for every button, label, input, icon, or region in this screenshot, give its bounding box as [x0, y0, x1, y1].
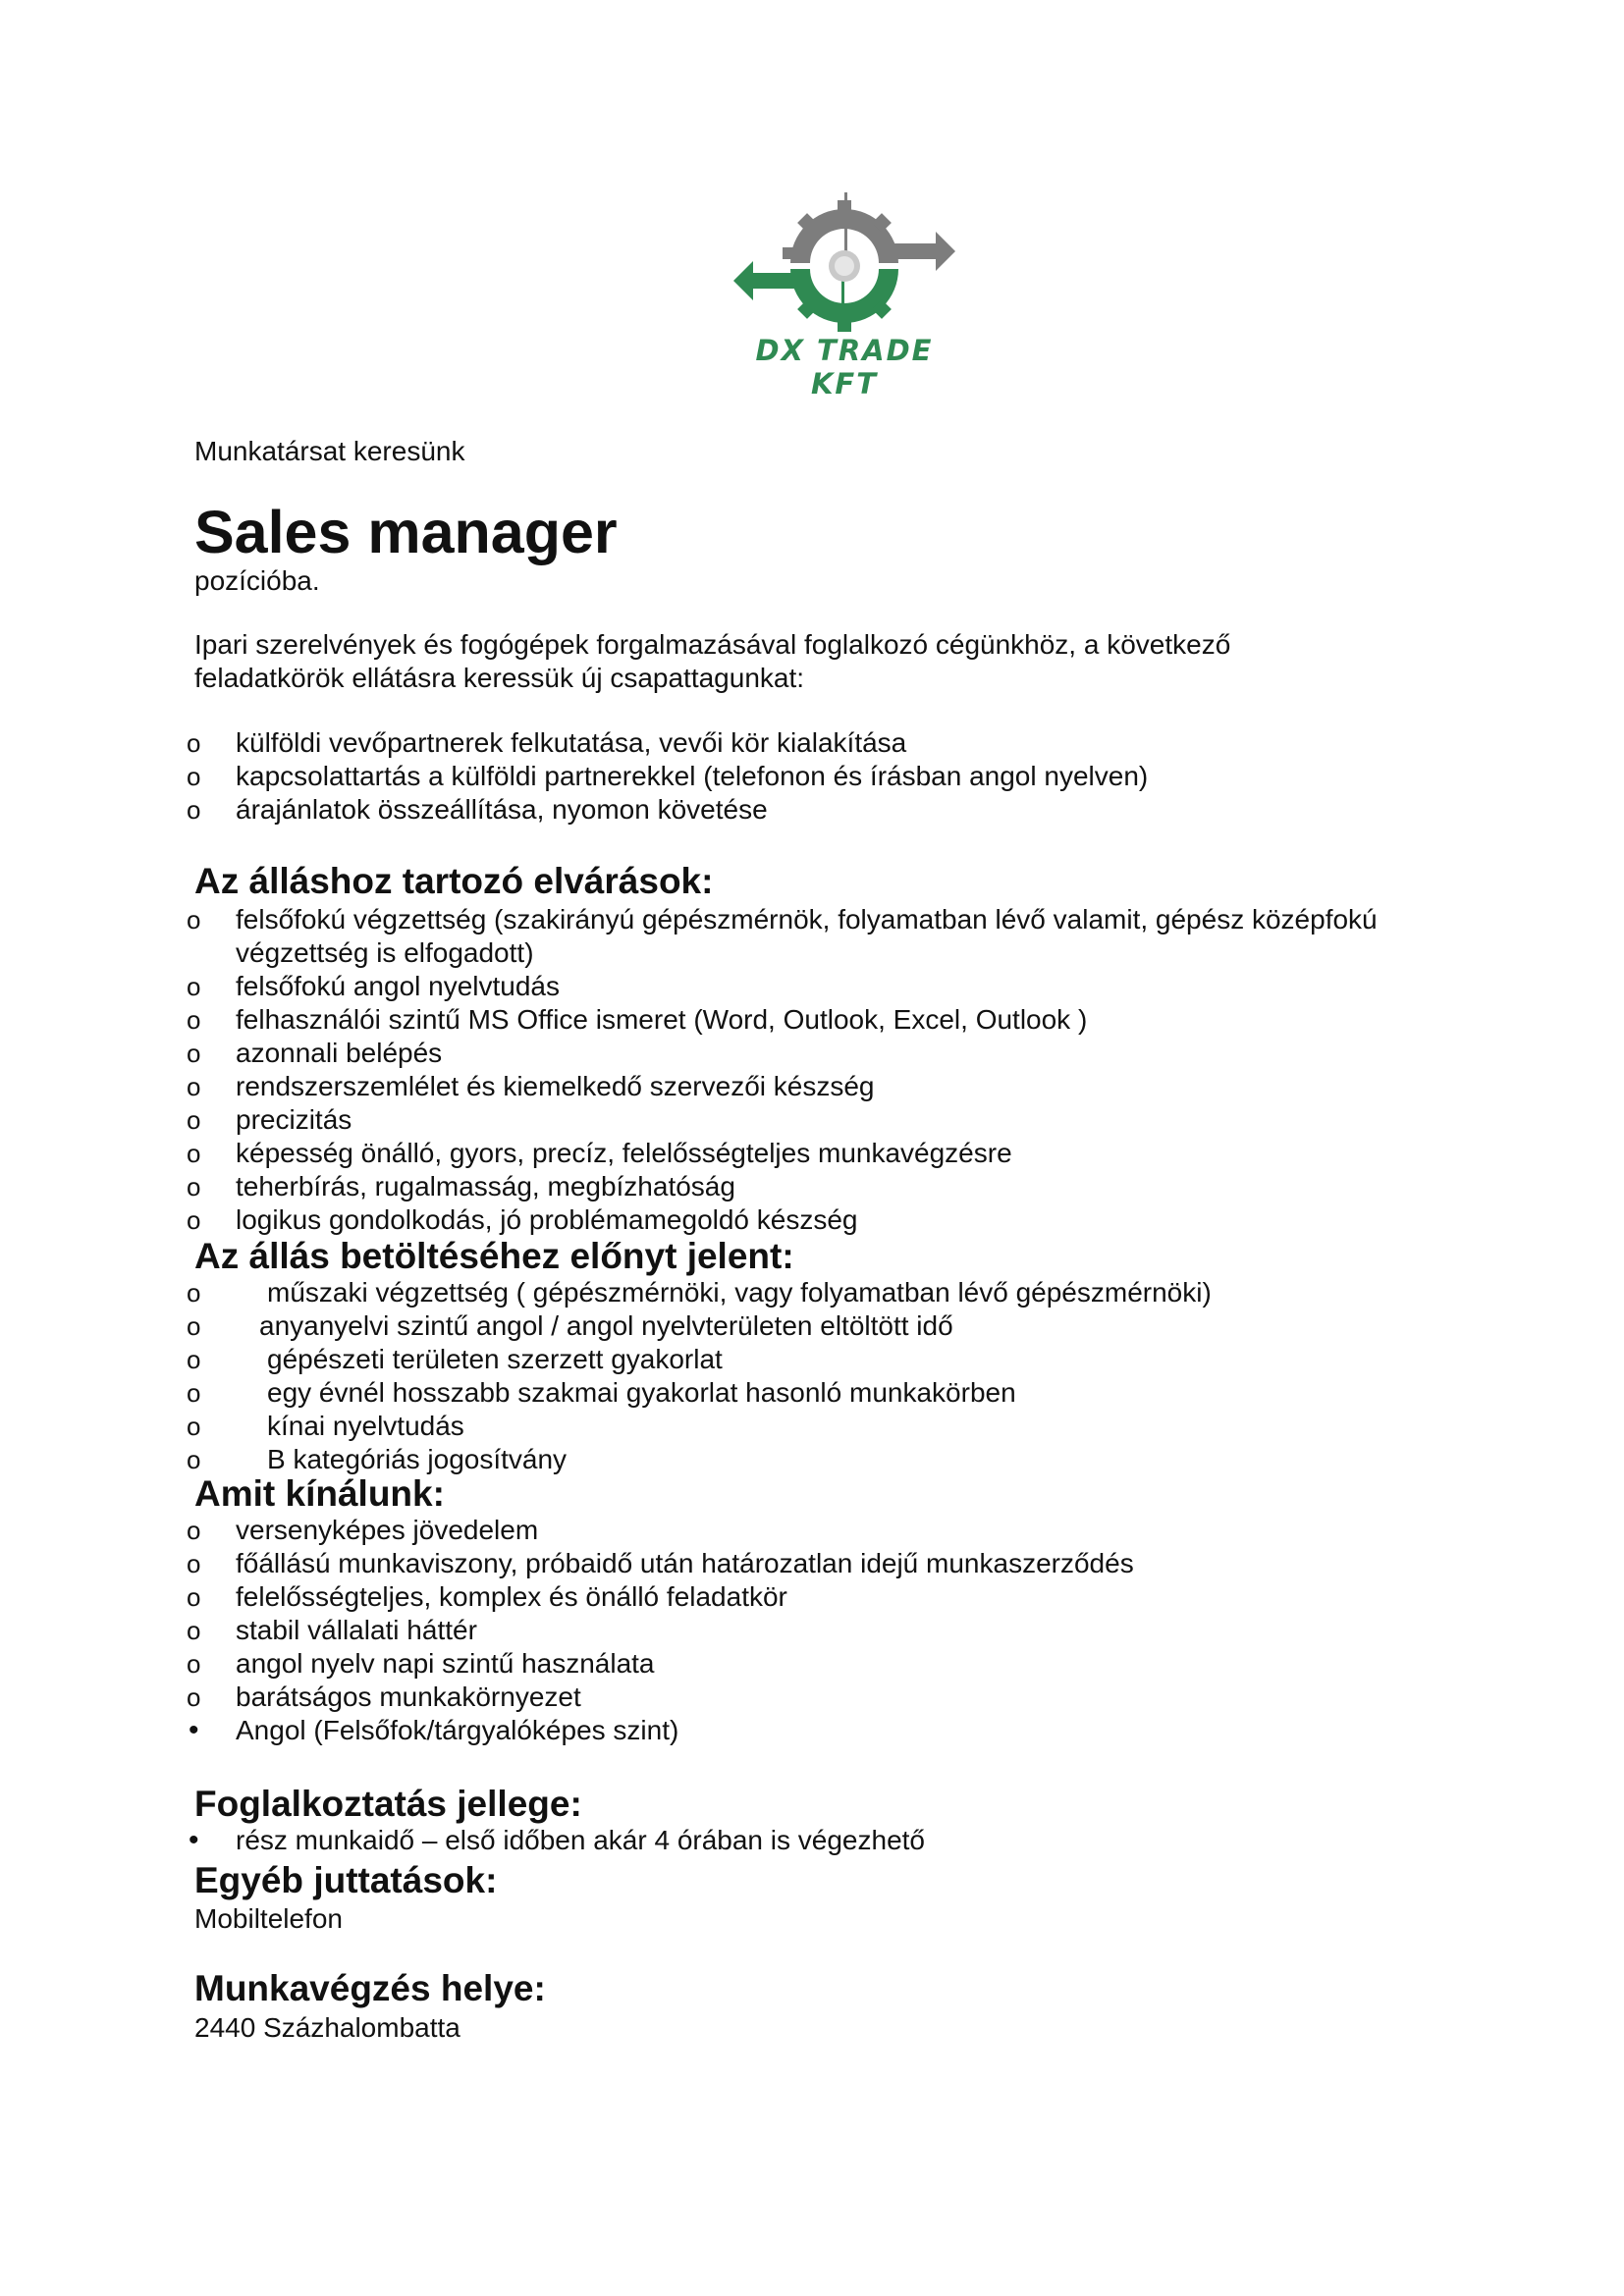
seeking-text: Munkatársat keresünk: [194, 436, 465, 466]
circle-bullet-icon: o: [187, 905, 201, 934]
job-title: Sales manager: [194, 499, 618, 565]
benefits-heading: Egyéb juttatások:: [194, 1860, 498, 1900]
circle-bullet-icon: o: [187, 1172, 201, 1201]
requirements-heading: Az álláshoz tartozó elvárások:: [194, 861, 714, 901]
circle-bullet-icon: o: [187, 1516, 201, 1545]
circle-bullet-icon: o: [187, 1139, 201, 1168]
circle-bullet-icon: o: [187, 1311, 201, 1341]
intro-paragraph-line-1: Ipari szerelvények és fogógépek forgalmazásával foglalkozó cégünkhöz, a következő: [194, 629, 1231, 660]
dot-bullet-icon: •: [189, 1824, 199, 1856]
location-text: 2440 Százhalombatta: [194, 2012, 460, 2043]
offer-heading: Amit kínálunk:: [194, 1473, 445, 1514]
dot-bullet-icon: •: [189, 1714, 199, 1746]
circle-bullet-icon: o: [187, 1582, 201, 1612]
circle-bullet-icon: o: [187, 1649, 201, 1679]
circle-bullet-icon: o: [187, 762, 201, 791]
company-logo: [731, 187, 957, 400]
circle-bullet-icon: o: [187, 1205, 201, 1235]
circle-bullet-icon: o: [187, 795, 201, 825]
circle-bullet-icon: o: [187, 1072, 201, 1101]
gear-arrows-icon: [731, 187, 957, 334]
intro-paragraph-line-2: feladatkörök ellátásra keressük új csapattagunkat:: [194, 663, 805, 693]
circle-bullet-icon: o: [187, 1005, 201, 1035]
circle-bullet-icon: o: [187, 1412, 201, 1441]
benefits-text: Mobiltelefon: [194, 1903, 343, 1934]
circle-bullet-icon: o: [187, 1682, 201, 1712]
job-subtitle: pozícióba.: [194, 565, 320, 596]
circle-bullet-icon: o: [187, 1445, 201, 1474]
advantages-heading: Az állás betöltéséhez előnyt jelent:: [194, 1236, 794, 1276]
location-heading: Munkavégzés helye:: [194, 1968, 546, 2008]
circle-bullet-icon: o: [187, 1345, 201, 1374]
circle-bullet-icon: o: [187, 1278, 201, 1308]
circle-bullet-icon: o: [187, 1039, 201, 1068]
circle-bullet-icon: o: [187, 1105, 201, 1135]
circle-bullet-icon: o: [187, 1378, 201, 1408]
logo-text: DX TRADE KFT: [755, 334, 934, 400]
employment-heading: Foglalkoztatás jellege:: [194, 1784, 582, 1824]
circle-bullet-icon: o: [187, 728, 201, 758]
circle-bullet-icon: o: [187, 1549, 201, 1578]
circle-bullet-icon: o: [187, 972, 201, 1001]
circle-bullet-icon: o: [187, 1616, 201, 1645]
